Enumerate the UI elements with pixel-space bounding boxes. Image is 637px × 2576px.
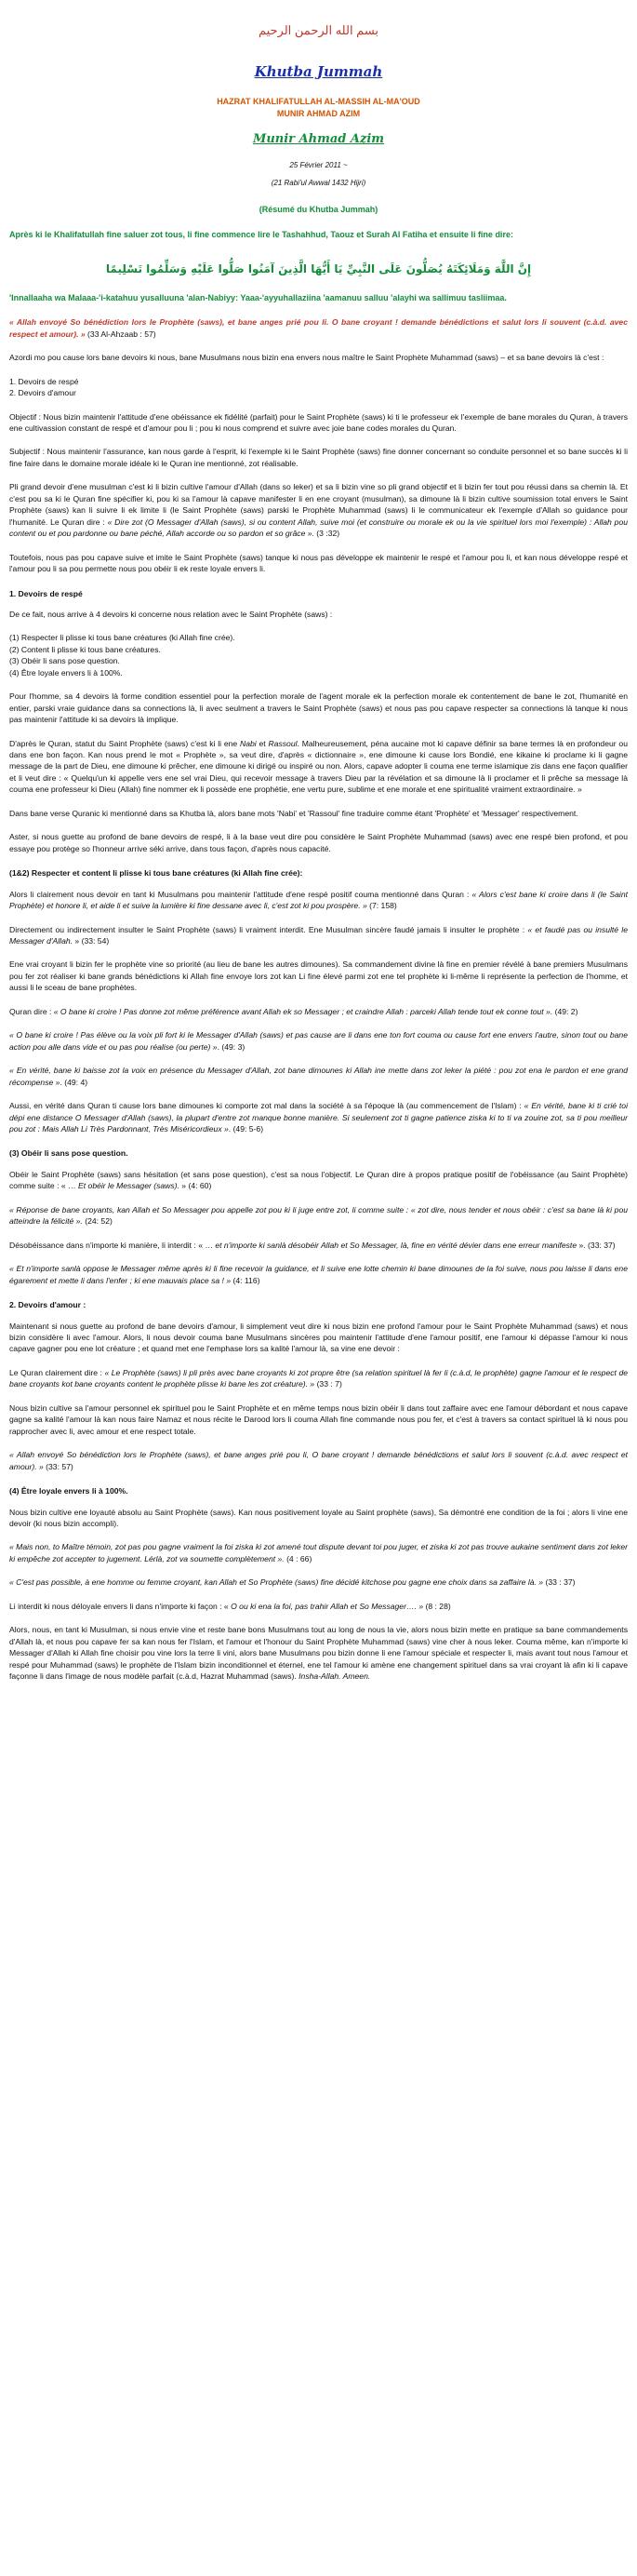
paragraph: Aster, si nous guette au profond de bane devoirs de respé, li à la base veut dire pou considère le Saint Prophète Muhammad (saws) avec ene respé bien profond, et pou essaye pou protège so l'honneur arrive séki arrive, dans tous façon, d'après nous capacité. [9,832,628,853]
text: et [256,738,269,748]
date-hijri: (21 Rabi'ul Awwal 1432 Hijri) [271,179,366,188]
ref: (4 : 66) [284,1553,312,1563]
text: Alors li clairement nous devoir en tant ki Musulmans pou maintenir l'attitude d'ene respé positif couma mentionné dans Quran : [9,889,472,899]
ref: (33: 57) [43,1461,73,1471]
ref: . (49: 3) [217,1041,246,1052]
quote: « Réponse de bane croyants, kan Allah et So Messager pou appelle zot pou ki li juge entre zot, li comme suite : « zot dire, nous tender et nous obéir : c'est sa bane là ki pou atteindre la félicité ». [9,1204,628,1227]
section-heading: (3) Obéir li sans pose question. [9,1148,128,1159]
quote: « Et n'importe sanlà oppose le Messager même après ki li fine recevoir la guidance, et li suive ene lotte chemin ki bane dimounes de la foi suive, nous pou laisse li dans ene égarement et mette li dans l'enfer ; ki ene mauvais place sa ! » [9,1264,628,1285]
list-item: 1. Devoirs de respé [9,376,79,386]
paragraph [9,481,628,539]
ref: » (4: 60) [179,1181,212,1191]
ref: (49: 2) [552,1006,578,1016]
bismillah: بسم الله الرحمن الرحيم [258,23,379,37]
paragraph: Pour l'homme, sa 4 devoirs là forme condition essentiel pour la perfection morale de l'agent morale ek la perfection morale ek contentement de bane le zot, l'humanité en entier, parski vraie guidance dans sa connections là, li avec seulment a travers le Saint Prophète (saws) et nous pas pou capave respecter sa connections là tanque ki nous pas maintenir l'attitude ki sa devoirs là implique. [9,691,628,725]
summary-label: (Résumé du Khutba Jummah) [259,204,378,214]
quote: et n'importe ki sanlà désobéir Allah et So Messager, là, fine en vérité dévier dans ene erreur manifeste [215,1240,577,1250]
quote: « Mais non, to Maître témoin, zot pas pou gagne vraiment la foi ziska ki zot amené tout dispute devant toi pou juger, et ziska ki zot pas trouve aukaine sentiment dans zot leker ki empêche zot accepter to jugement. Lérlà, zot va soumette complètement ». [9,1542,628,1563]
term: Rassoul [268,738,298,748]
paragraph [9,1601,628,1612]
text: Obéir le Saint Prophète (saws) sans hésitation (et sans pose question), c'est sa nous l'objectif. Le Quran dire à propos pratique positif de l'obéissance (au Saint Prophète) comme suite : « … [9,1169,628,1191]
paragraph [9,1576,628,1588]
list-item: (4) Être loyale envers li à 100%. [9,667,123,678]
paragraph [9,1263,628,1286]
paragraph: Objectif : Nous bizin maintenir l'attitude d'ene obéissance ek fidélité (parfait) pour le Saint Prophète (saws) ki ti le professeur ek l'exemple de bane morales du Quran, à travers ene cultivassion constant de respé et d'amour pou li ; pou ki nous comprend et suivre avec joie bane codes morales du Quran. [9,411,628,433]
intro-quote: « Allah envoyé So bénédiction lors le Prophète (saws), et bane anges prié pou li. O bane croyant ! demande bénédictions et salut lors li souvent (c.à.d. avec respect et amour). » [9,317,628,339]
transliteration: 'Innallaaha wa Malaaa-'i-katahuu yusalluuna 'alan-Nabiyy: Yaaa-'ayyuhallaziina 'aamanuu salluu 'alayhi wa sallimuu tasliimaa. [9,293,507,303]
paragraph [9,1029,628,1053]
arabic-verse: إِنَّ اللَّهَ وَمَلَائِكَتَهُ يُصَلُّونَ عَلَى النَّبِيِّ يَا أَيُّهَا الَّذِينَ آمَنُوا صَلُّوا عَلَيْهِ وَسَلِّمُوا تَسْلِيمًا [105,262,532,275]
paragraph: Dans bane verse Quranic ki mentionné dans sa Khutba là, alors bane mots 'Nabi' et 'Rassoul' fine traduire comme étant 'Prophète' et 'Messager' respectivement. [9,808,578,818]
paragraph [9,1240,628,1251]
duties-list [9,376,628,399]
paragraph: De ce fait, nous arrive à 4 devoirs ki concerne nous relation avec le Saint Prophète (saws) : [9,609,333,619]
quote: Et obéir le Messager (saws). [78,1181,179,1191]
paragraph [9,738,628,796]
quote: « En vérité, bane ki baisse zot la voix en présence du Messager d'Allah, zot bane dimounes ki Allah ine mette dans zot leker la piété : pou zot ena le pardon et ene grand récompense » [9,1066,628,1087]
paragraph [9,1204,628,1228]
paragraph [9,1367,628,1390]
text: Alors, nous, en tant ki Musulman, si nous envie vine et reste bane bons Musulmans tout au long de nous la vie, alors nous bizin mette en pratique sa bane commandements d'Allah là, et nous pou capave fer sa kan nous fer l'Islam, et l'amour et l'honour du Saint Prophète Muhammad (saws) vine cher à nous leker. Couma même, kan n'importe ki Messager d'Allah ki Allah fine choisir pou vine lors la terre li vini, alors bane Musulmans pou bizin donne li ene l'amour spéciale et respecter li, mais avant tout nous l'amour et respé pour Muhammad (saws) le prophète de l'Islam bizin inconditionnel et éternel, ene tel l'amour ki amène ene changement spirituel dans sa vrai croyant là afin ki li capave façonne li dans l'image de nous modèle parfait (c.à.d, Hazrat Muhammad (saws). [9,1625,628,1682]
text: Pli grand devoir d'ene musulman c'est ki li bizin cultive l'amour d'Allah (dans so leker) et sa li bizin vine so pli grand objectif et li bizin fer tout pou réussi dans sa chemin là. Et c'est pou sa ki le Quran fine spécifier ki, pou ki sa l'amour là capave manifester li en ene croyant (musulman), sa dimoune là li bizin cultive soumission total envers le Saint Prophète (saws) kan li suivre li ek limite li (le Saint Prophète (saws) parski le Prophète Muhammad (saws) li le communicateur ek l'exemple d'Allah so guidance pour l'humanité. Le Quran dire : [9,482,628,527]
text: D'après le Quran, statut du Saint Prophète (saws) c'est ki li ene [9,738,241,748]
intro-quote-paragraph [9,316,628,340]
ref: ». (33: 37) [577,1240,616,1250]
section-heading: (4) Être loyale envers li à 100%. [9,1486,128,1496]
list-item: (1) Respecter li plisse ki tous bane créatures (ki Allah fine crée). [9,633,235,643]
paragraph [9,1065,628,1088]
quote: « et faudé pas ou insulté le Messager d'Allah. [9,924,628,946]
section-heading: 2. Devoirs d'amour : [9,1300,86,1310]
quote: « Allah envoyé So bénédiction lors le Prophète (saws), et bane anges prié pou li, O bane croyant ! demande bénédictions et salut lors li souvent (c.à.d. avec respect et amour). » [9,1450,628,1471]
paragraph [9,1169,628,1192]
section-heading: (1&2) Respecter et content li plisse ki tous bane créatures (ki Allah fine crée): [9,868,303,879]
paragraph [9,1006,628,1017]
date-gregorian: 25 Février 2011 ~ [289,160,348,169]
ref: (33 : 7) [314,1379,342,1389]
paragraph [9,1449,628,1472]
text: Li interdit ki nous déloyale envers li dans n'importe ki façon : « [9,1601,232,1611]
section-heading: 1. Devoirs de respé [9,588,83,598]
paragraph [9,889,628,912]
ref: (4: 116) [231,1275,260,1285]
paragraph: Ene vrai croyant li bizin fer le prophète vine so priorité (au lieu de bane les autres dimounes). Sa commandement divine là fine en premier révélé à bane premiers Musulmans pou fer zot réaliser ki bane grands bénédictions ki Allah fine envoye lors zot kan Li fine élevé parmi zot ene tel prophète ki li-même li représente la perfection de l'homme, et aussi li le sceau de bane prophètes. [9,959,628,993]
text: Directement ou indirectement insulter le Saint Prophète (saws) li vraiment interdit. Ene Musulman sincère faudé jamais li insulter le prophète : [9,924,528,934]
paragraph [9,1624,628,1682]
paragraph [9,1100,628,1134]
closing: Insha-Allah. Ameen. [299,1671,371,1682]
list-item: (2) Content li plisse ki tous bane créatures. [9,644,161,654]
text: . Malheureusement, péna aucaine mot ki capave définir sa bane termes là en profondeur ou dans ene bon façon. Kan nous prend le mot « Prophète », sa veut dire, d'après « dictionnaire », ene dimoune ki cause lors Bondié, ene kikaine ki proclame ki li gagne message de la part de Dieu, ene dimoune ki prêcher, ene dimoune ki dirigé ou inspiré ou non. Alors, capave adopter li couma ene terme islamique zis dans ene façon qualifier et li veut dire : « Quelqu'un ki appelle vers ene sel vrai Dieu, qui recevoir message à travers Dieu par la révélation et sa dimoune là li proclamer et li prêche sa message là couma ene professeur ki Dieu (Allah) fine nommer ek li possède ene prophétie, ene vertu pure, sublime et ene morale et ene spiritualité vraiment extraordinaire. » [9,738,628,795]
term: Nabi [240,738,257,748]
quote: « O bane ki croire ! Pas donne zot même préférence avant Allah ek so Messager ; et craindre Allah : parceki Allah tende tout ek conne tout ». [53,1006,553,1016]
ref: (3 :32) [313,529,340,539]
quote: « C'est pas possible, à ene homme ou femme croyant, kan Allah et So Prophète (saws) fine décidé kitchose pou gagne ene choix dans sa zaffaire là. » [9,1577,544,1588]
arabic-verse-block [9,260,628,279]
ref: . (49: 5-6) [228,1124,264,1134]
quote: « O bane ki croire ! Pas élève ou la voix pli fort ki le Messager d'Allah (saws) et pas cause are li dans ene ton fort couma ou cause fort ene envers l'autre, sinon tout ou bane action pou alle dans vide et ou pas pou réalise (ou perte) » [9,1030,628,1052]
paragraph [9,1541,628,1564]
paragraph: Nous bizin cultive sa l'amour personnel ek spirituel pou le Saint Prophète et en même temps nous bizin obéir li dans tout zaffaire avec ene l'amour débordant et nous capave gagne sa kalité l'amour là kan nous faire Namaz et nous récite le Darood lors li couma Allah fine commande nous pou fer, et c'est à travers sa contact spirituel là ki nous pou rapprocher avec li, avec amour et ene respect totale. [9,1402,628,1436]
ref: » (33: 54) [73,936,110,946]
ref: . (49: 4) [60,1077,88,1087]
author-line-2: MUNIR AHMAD AZIM [276,108,361,118]
text: Aussi, en vérité dans Quran ti cause lors bane dimounes ki comporte zot mal dans la société à sa l'époque là (au commencement de l'Islam) : [9,1101,524,1111]
paragraph [9,924,628,947]
quote: « Le Prophète (saws) li pli près avec bane croyants ki zot propre être (sa relation spirituel là fer li (c.à.d, le prophète) gagne l'amour et le respect de bane croyants kot bane croyants content le prophète plisse ki bane les zot créature). » [9,1367,628,1389]
page-title: Khutba Jummah [254,62,383,80]
paragraph: Toutefois, nous pas pou capave suive et imite le Saint Prophète (saws) tanque ki nous pas développe ek maintenir le respé et l'amour pou li, et kan nous développe respé et l'amour pou li sa pou permette nous pou obéir li ek reste loyale envers li. [9,552,628,574]
text: Désobéissance dans n'importe ki manière, li interdit : « … [9,1240,216,1250]
intro-text: Après ki le Khalifatullah fine saluer zot tous, li fine commence lire le Tashahhud, Taouz et Surah Al Fatiha et ensuite li fine dire: [9,229,513,239]
ref: (8 : 28) [423,1601,451,1611]
text: Le Quran clairement dire : [9,1367,105,1377]
four-duties-list [9,632,628,678]
ref: (33 : 37) [543,1577,576,1588]
author-line-1: HAZRAT KHALIFATULLAH AL-MASSIH AL-MA'OUD [217,96,420,106]
list-item: (3) Obéir li sans pose question. [9,656,120,666]
ref: (7: 158) [366,901,397,911]
quote: « Alors c'est bane ki croire dans li (le Saint Prophète) et honore li, et aide li et suive la lumière ki fine dessane avec li, c'est zot ki pou prospère. » [9,889,628,911]
paragraph: Maintenant si nous guette au profond de bane devoirs d'amour, li simplement veut dire ki nous bizin ene profond l'amour pour le Saint Prophète Muhammad (saws) et nous bizin considère li avec l'amour. Alors, li nous devoir couma bane Musulmans sincères pou maintenir l'attitude d'ene l'amour positif, ene l'amour ki dépasse l'amour ki nous capave gagner pou ene lot créature ; et quand met ene l'emphase lors sa kalité l'amour là, sa vine ene devoir : [9,1321,628,1354]
paragraph: Nous bizin cultive ene loyauté absolu au Saint Prophète (saws). Kan nous positivement loyale au Saint prophète (saws), Sa démontré ene condition de la foi ; alors li vine ene devoir (ki nous bizin accompli). [9,1507,628,1528]
intro-quote-ref: (33 Al-Ahzaab : 57) [85,329,156,339]
signature: Munir Ahmad Azim [252,131,385,146]
paragraph: Azordi mo pou cause lors bane devoirs ki nous, bane Musulmans nous bizin ena envers nous maître le Saint Prophète Muhammad (saws) – et sa bane devoirs là c'est : [9,353,604,363]
ref: (24: 52) [82,1216,113,1227]
text: Quran dire : [9,1006,54,1016]
quote: O ou ki ena la foi, pas trahir Allah et So Messager…. » [231,1601,424,1611]
quote: « Dire zot (O Messager d'Allah (saws), si ou content Allah, suive moi (et construire ou morale ek ou la vie spirituel lors moi l'exemple) : Allah pou content ou et pou pardonne ou bane péché, Allah accorde ou so pardon et so grâce ». [9,517,628,539]
list-item: 2. Devoirs d'amour [9,388,76,398]
quote: « En vérité, bane ki ti crié toi dépi ene distance O Messager d'Allah (saws), la plupart d'entre zot manque bonne manière. Si seulement zot ti gagne patience ziska ki to ti va zouine zot, sa ti pou meilleur pou zot : Mais Allah Li Très Pardonnant, Très Miséricordieux » [9,1101,628,1134]
paragraph: Subjectif : Nous maintenir l'assurance, kan nous garde à l'esprit, ki l'exemple ki le Saint Prophète (saws) fine donner concernant so conduite personnel et so bane succès ki li fine faire dans le domaine morale idéale ki le Quran ine mentionné, zot réalisable. [9,447,628,468]
